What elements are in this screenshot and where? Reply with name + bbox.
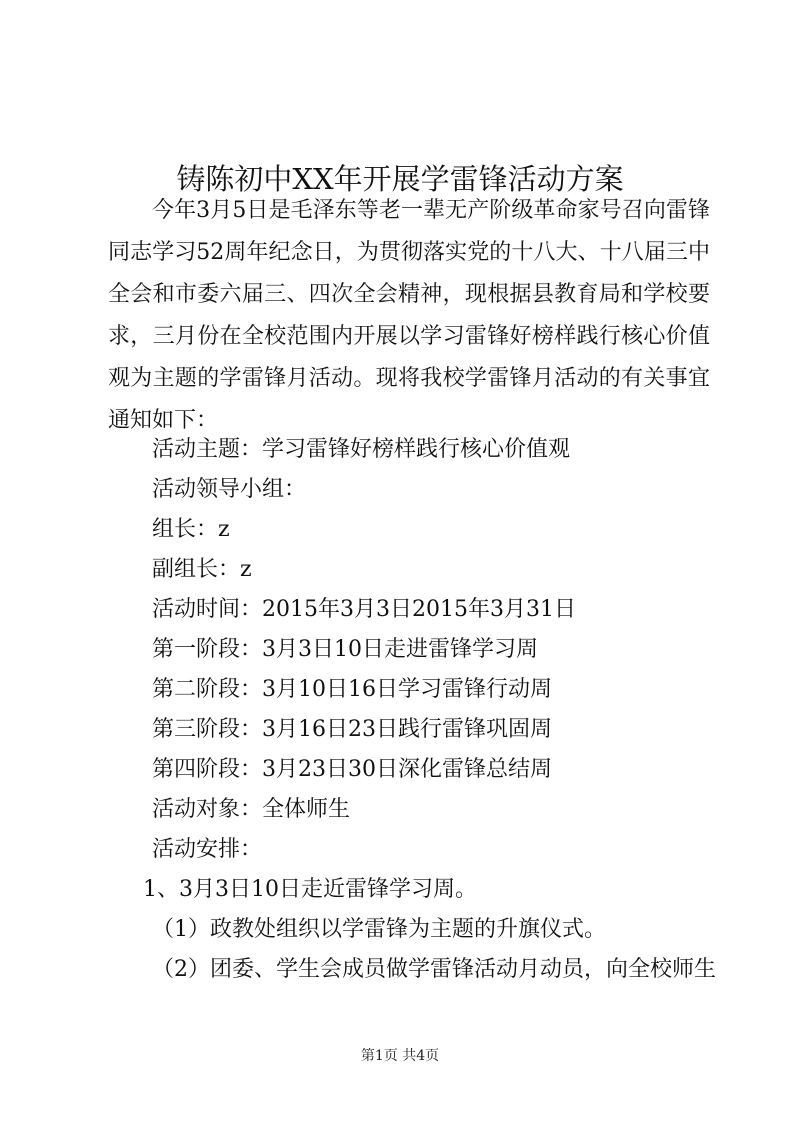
- stage-one-line: 第一阶段：3月3日10日走进雷锋学习周: [152, 637, 538, 662]
- arrangement-subitem-2: （2）团委、学生会成员做学雷锋活动月动员，向全校师生: [152, 957, 716, 982]
- deputy-leader-line: 副组长：z: [152, 557, 252, 582]
- stage-four-line: 第四阶段：3月23日30日深化雷锋总结周: [152, 757, 552, 782]
- arrangement-item-1: 1、3月3日10日走近雷锋学习周。: [143, 877, 477, 902]
- activity-arrangement-line: 活动安排：: [152, 837, 263, 862]
- activity-target-line: 活动对象：全体师生: [152, 797, 351, 822]
- stage-three-line: 第三阶段：3月16日23日践行雷锋巩固周: [152, 717, 552, 742]
- group-leader-line: 组长：z: [152, 517, 230, 542]
- document-title: 铸陈初中XX年开展学雷锋活动方案: [176, 162, 624, 197]
- activity-theme-line: 活动主题：学习雷锋好榜样践行核心价值观: [152, 437, 571, 462]
- activity-time-line: 活动时间：2015年3月3日2015年3月31日: [152, 597, 576, 622]
- stage-two-line: 第二阶段：3月10日16日学习雷锋行动周: [152, 677, 552, 702]
- arrangement-subitem-1: （1）政教处组织以学雷锋为主题的升旗仪式。: [152, 917, 606, 942]
- intro-paragraph: 今年3月5日是毛泽东等老一辈无产阶级革命家号召向雷锋同志学习52周年纪念日，为贯彻落实党的十八大、十八届三中全会和市委六届三、四次全会精神，现根据县教育局和学校要求，三月份在全校范围内开展以学习雷锋好榜样践行核心价值观为主题的学雷锋月活动。现将我校学雷锋月活动的有关事宜通知如下：: [108, 198, 710, 433]
- page-number-footer: 第1页 共4页: [360, 1048, 440, 1064]
- leadership-group-line: 活动领导小组：: [152, 477, 307, 502]
